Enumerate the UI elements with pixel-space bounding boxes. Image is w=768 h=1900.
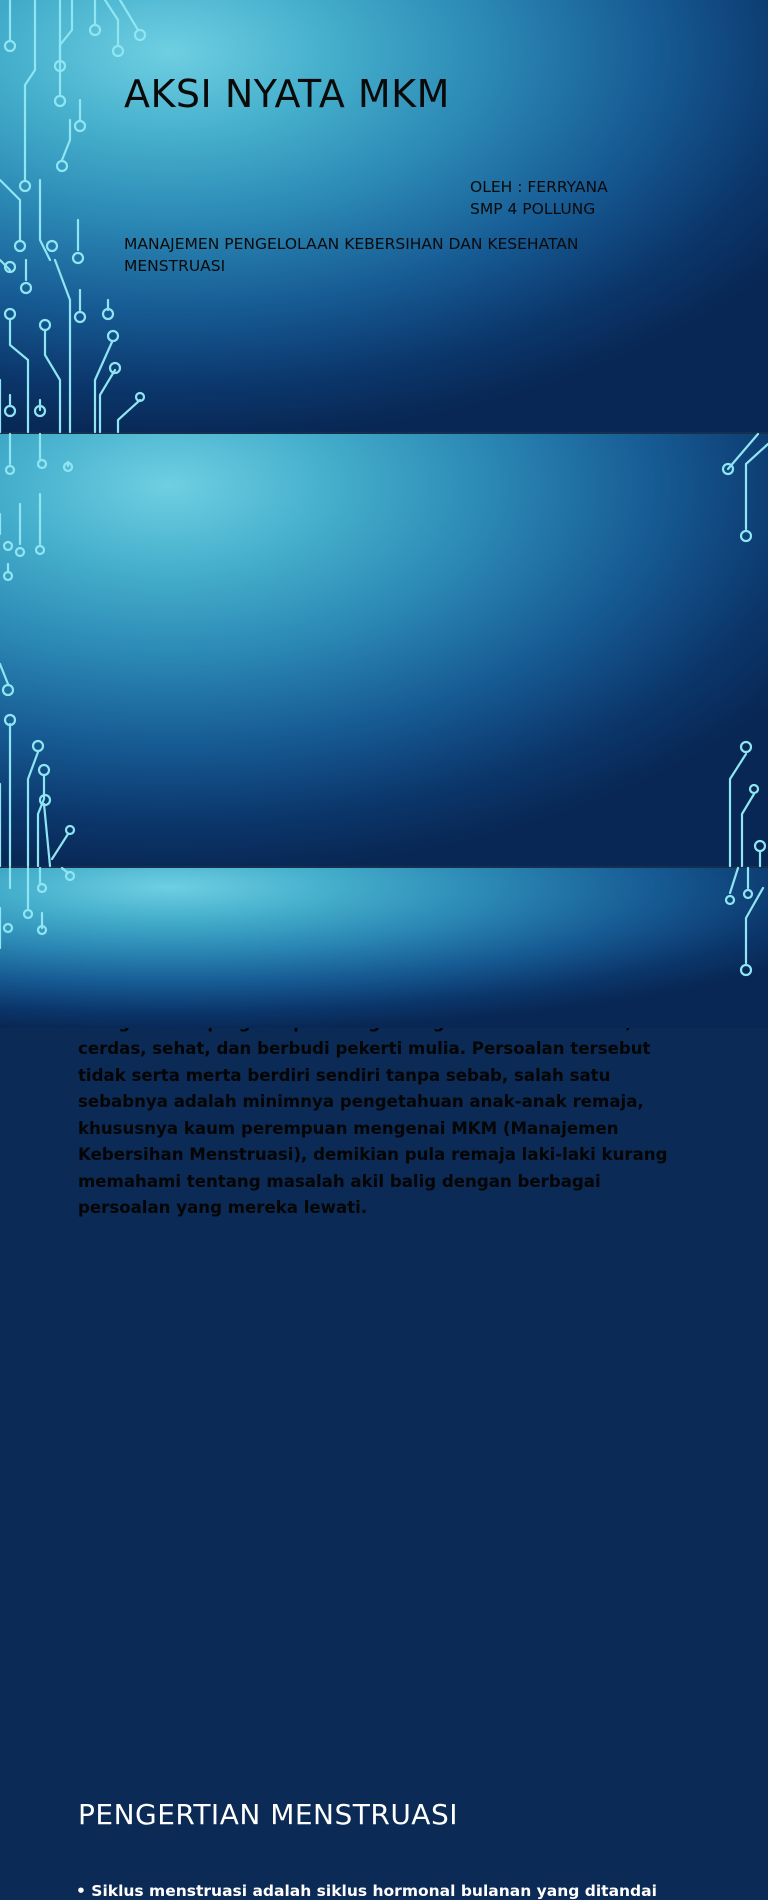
slide-title: PENGERTIAN MENSTRUASI bbox=[78, 1798, 458, 1831]
circuit-pattern-left-icon bbox=[0, 0, 150, 432]
slide-title: AKSI NYATA MKM bbox=[124, 72, 450, 116]
slide-subtitle: MANAJEMEN PENGELOLAAN KEBERSIHAN DAN KESEHATAN MENSTRUASI bbox=[124, 235, 579, 275]
slide-1 bbox=[0, 0, 768, 432]
slide-2 bbox=[0, 434, 768, 1217]
circuit-pattern-left-icon bbox=[0, 434, 80, 866]
circuit-pattern-right-icon bbox=[708, 434, 768, 866]
body-paragraph: cerdas, sehat, dan berbudi pekerti mulia. Persoalan tersebut tidak serta merta berdiri sendiri tanpa sebab, salah satu sebabnya adalah minimnya pengetahuan anak-anak remaja, khususnya kaum perempuan mengenai MKM (Manajemen Kebersihan Menstruasi), demikian pula remaja laki-laki kurang memahami tentang masalah akil balig dengan berbagai persoalan yang mereka lewati. bbox=[78, 1039, 668, 1217]
author-block bbox=[470, 176, 608, 220]
circuit-pattern-right-icon bbox=[708, 868, 768, 1028]
author-school: SMP 4 POLLUNG bbox=[470, 200, 596, 218]
author-name: OLEH : FERRYANA bbox=[470, 178, 608, 196]
bullet-item: • Siklus menstruasi adalah siklus hormonal bulanan yang ditandai bbox=[76, 1882, 657, 1900]
circuit-pattern-left-icon bbox=[0, 868, 80, 1028]
